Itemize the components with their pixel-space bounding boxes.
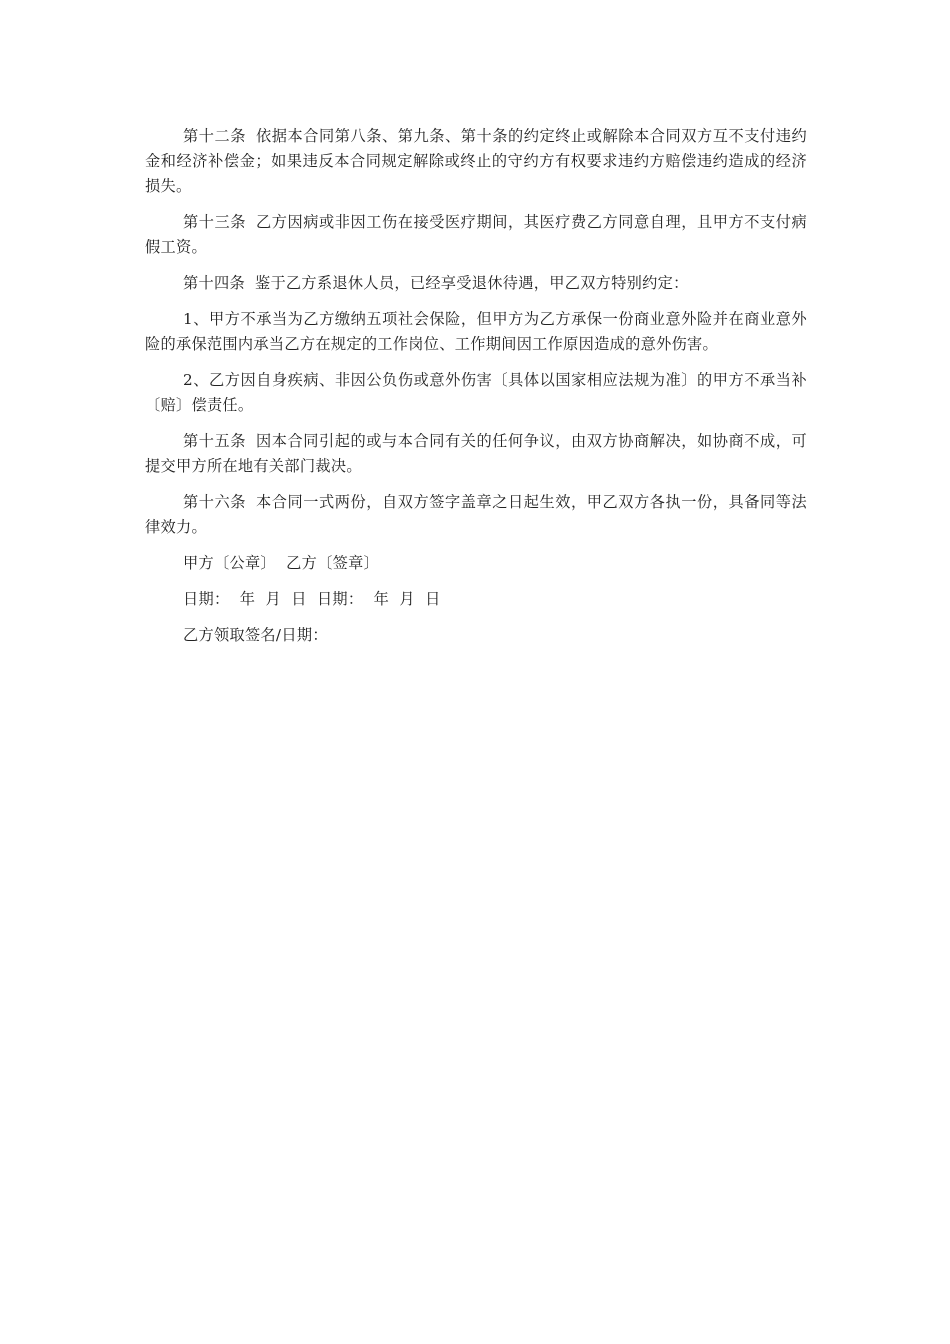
clause-text: 1、甲方不承当为乙方缴纳五项社会保险，但甲方为乙方承保一份商业意外险并在商业意外险的承保范围内承当乙方在规定的工作岗位、工作期间因工作原因造成的意外伤害。 bbox=[145, 310, 807, 353]
article-number: 第十六条 bbox=[183, 493, 247, 511]
article-text: 因本合同引起的或与本合同有关的任何争议，由双方协商解决，如协商不成，可提交甲方所在地有关部门裁决。 bbox=[145, 432, 808, 475]
article-12 bbox=[145, 124, 807, 199]
signature-parties: 甲方〔公章〕 乙方〔签章〕 bbox=[183, 554, 380, 572]
article-number: 第十五条 bbox=[183, 432, 247, 450]
receipt-signature: 乙方领取签名/日期： bbox=[183, 626, 328, 644]
article-number: 第十二条 bbox=[183, 127, 247, 145]
article-text: 鉴于乙方系退休人员，已经享受退休待遇，甲乙双方特别约定： bbox=[254, 274, 689, 292]
article-text: 依据本合同第八条、第九条、第十条的约定终止或解除本合同双方互不支付违约金和经济补偿金；如果违反本合同规定解除或终止的守约方有权要求违约方赔偿违约造成的经济损失。 bbox=[145, 127, 808, 195]
article-number: 第十三条 bbox=[183, 213, 247, 231]
clause-2 bbox=[145, 368, 807, 418]
article-text: 本合同一式两份，自双方签字盖章之日起生效，甲乙双方各执一份，具备同等法律效力。 bbox=[145, 493, 808, 536]
article-15 bbox=[145, 429, 807, 479]
signature-dates: 日期： 年 月 日 日期： 年 月 日 bbox=[183, 590, 441, 608]
article-13 bbox=[145, 210, 807, 260]
document-page bbox=[145, 124, 807, 659]
article-16 bbox=[145, 490, 807, 540]
article-text: 乙方因病或非因工伤在接受医疗期间，其医疗费乙方同意自理，且甲方不支付病假工资。 bbox=[145, 213, 808, 256]
article-number: 第十四条 bbox=[183, 274, 245, 292]
clause-text: 2、乙方因自身疾病、非因公负伤或意外伤害〔具体以国家相应法规为准〕的甲方不承当补〔赔〕偿责任。 bbox=[145, 371, 807, 414]
article-14 bbox=[145, 271, 807, 296]
clause-1 bbox=[145, 307, 807, 357]
